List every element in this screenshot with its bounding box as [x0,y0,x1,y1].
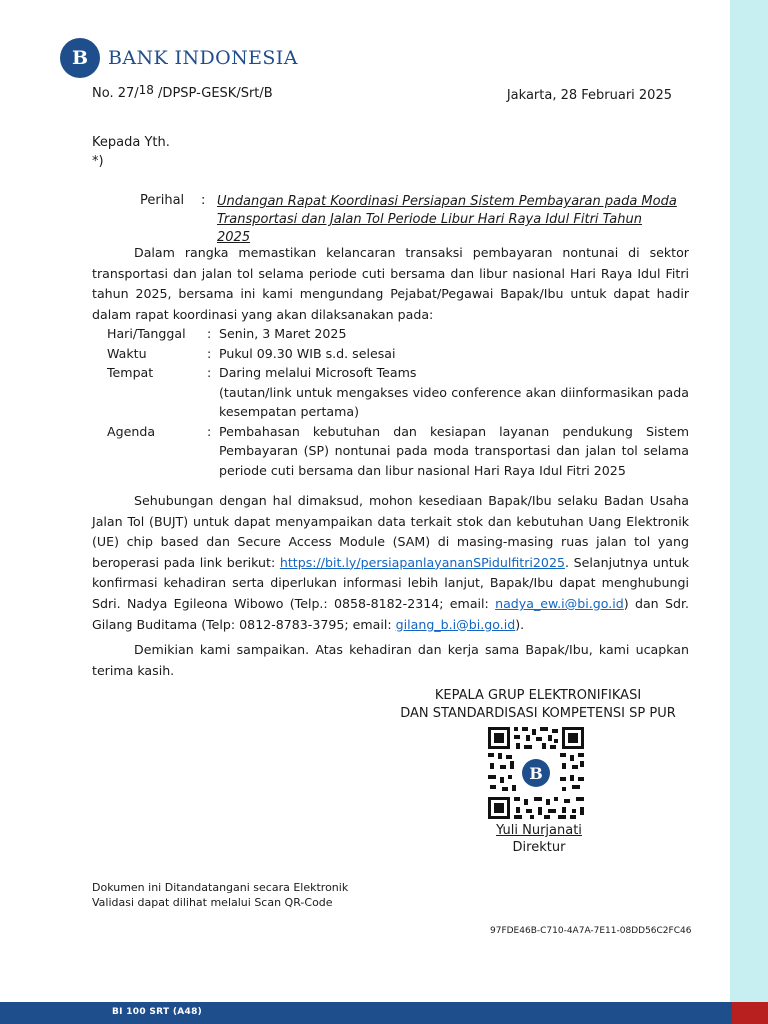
detail-row-agenda: Agenda : Pembahasan kebutuhan dan kesiapan layanan pendukung Sistem Pembayaran (SP) nontunai pada moda transportasi dan jalan tol selama periode cuti bersama dan libur nasional Hari Raya Idul Fitri 2025 [107,423,689,478]
subject-colon: : [201,193,206,208]
detail-row-date: Hari/Tanggal : Senin, 3 Maret 2025 [107,326,347,341]
recipient-block [92,133,170,171]
body-paragraph-closing: Demikian kami sampaikan. Atas kehadiran dan kerja sama Bapak/Ibu, kami ucapkan terima kasih. [92,642,689,678]
subject-text: Undangan Rapat Koordinasi Persiapan Sistem Pembayaran pada Moda Transportasi dan Jalan Tol Periode Libur Hari Raya Idul Fitri Tahun 2025 [217,194,677,245]
body-paragraph-1: Dalam rangka memastikan kelancaran transaksi pembayaran nontunai di sektor transportasi dan jalan tol selama periode cuti bersama dan libur nasional Hari Raya Idul Fitri tahun 2025, bersama ini kami mengundang Pejabat/Pegawai Bapak/Ibu untuk dapat hadir dalam rapat koordinasi yang akan dilaksanakan pada: [92,245,689,322]
footer-red-block [732,1002,768,1024]
qr-code-icon [486,725,586,821]
e-signature-note: Dokumen ini Ditandatangani secara Elektronik Validasi dapat dilihat melalui Scan QR-Code [92,881,349,909]
document-hash: 97FDE46B-C710-4A7A-7E11-08DD56C2FC46 [490,926,692,936]
letter-date: Jakarta, 28 Februari 2025 [506,88,672,103]
bank-logo [60,38,298,78]
signatory-title: KEPALA GRUP ELEKTRONIFIKASI DAN STANDARDISASI KOMPETENSI SP PUR [400,688,676,721]
meeting-details [107,324,689,480]
recipient-salutation: Kepada Yth. [92,135,170,150]
detail-row-time: Waktu : Pukul 09.30 WIB s.d. selesai [107,345,396,361]
detail-row-place: Tempat : Daring melalui Microsoft Teams [107,365,417,380]
qr-logo-mark: B [529,764,543,783]
footer-bar [0,1002,732,1024]
form-code: BI 100 SRT (A48) [112,1007,203,1017]
bi-logo-icon: B [60,38,100,78]
side-decorative-strip [730,0,768,1024]
email-link-nadya[interactable]: nadya_ew.i@bi.go.id [495,595,624,611]
letter-number-handwritten: 18 [138,83,154,97]
body-paragraph-2: Sehubungan dengan hal dimaksud, mohon kesediaan Bapak/Ibu selaku Badan Usaha Jalan Tol (BUJT) untuk dapat menyampaikan data terkait stok dan kebutuhan Uang Elektronik (UE) chip based dan Secure Access Module (SAM) di masing-masing ruas jalan tol yang beroperasi pada link berikut: https://bit.ly/persiapanlayananSPidulfitri2025. Selanjutnya untuk konfirmasi kehadiran serta diperlukan informasi lebih lanjut, Bapak/Ibu dapat menghubungi Sdri. Nadya Egileona Wibowo (Telp.: 0858-8182-2314; email: nadya_ew.i@bi.go.id) dan Sdr. Gilang Buditama (Telp: 0812-8783-3795; email: gilang_b.i@bi.go.id). [92,493,689,632]
signer-position: Direktur [512,840,566,855]
org-name: BANK INDONESIA [108,47,298,69]
subject-label: Perihal [140,193,185,208]
data-form-link[interactable]: https://bit.ly/persiapanlayananSPidulfitri2025 [279,554,565,570]
detail-row-place-note: (tautan/link untuk mengakses video conference akan diinformasikan pada kesempatan pertama) [219,384,689,419]
signer-block [444,822,634,856]
email-link-gilang[interactable]: gilang_b.i@bi.go.id [395,616,516,632]
letter-number: No. 27/18 /DPSP-GESK/Srt/B [92,83,273,101]
recipient-placeholder: *) [92,154,104,169]
signer-name: Yuli Nurjanati [496,823,582,838]
